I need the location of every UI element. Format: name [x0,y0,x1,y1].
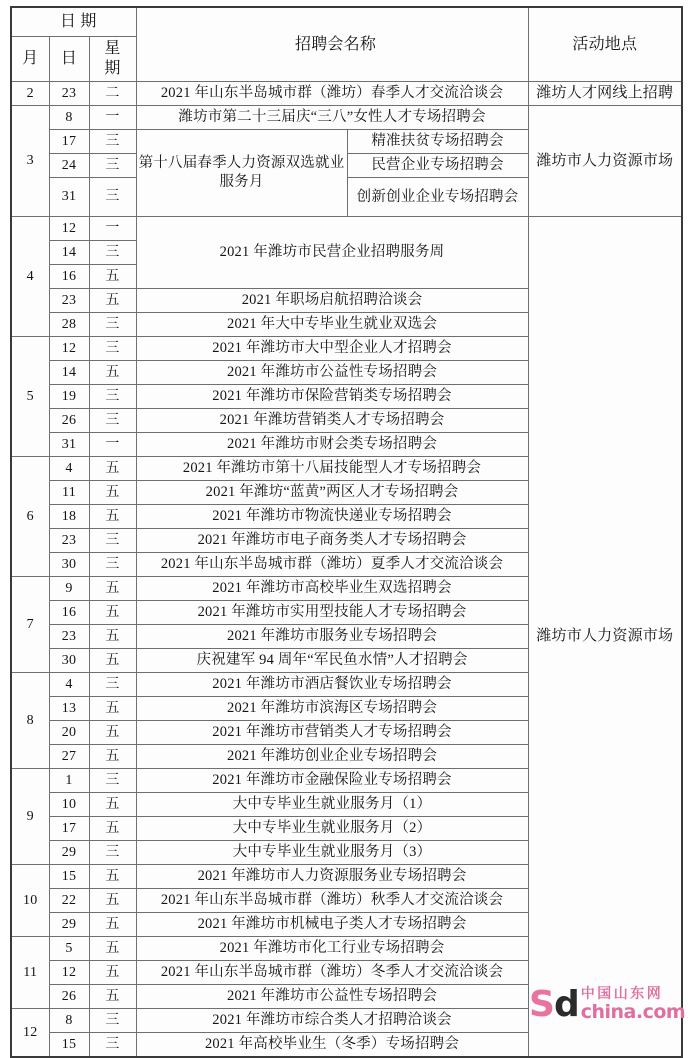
cell-day: 28 [49,313,89,337]
cell-month: 2 [11,82,49,106]
cell-location: 潍坊市人力资源市场 [528,106,682,217]
cell-event: 潍坊市第二十三届庆“三八”女性人才专场招聘会 [136,106,528,130]
cell-event: 2021 年潍坊创业企业专场招聘会 [136,745,528,769]
cell-event: 2021 年潍坊“蓝黄”两区人才专场招聘会 [136,481,528,505]
cell-day: 17 [49,130,89,154]
cell-day: 23 [49,625,89,649]
header-location: 活动地点 [528,7,682,82]
table-row [11,82,682,106]
cell-day: 23 [49,82,89,106]
header-row-top [11,7,682,37]
cell-weekday: 五 [89,889,136,913]
cell-weekday: 五 [89,361,136,385]
cell-day: 12 [49,337,89,361]
cell-day: 15 [49,1033,89,1058]
cell-day: 4 [49,457,89,481]
table-body [11,82,682,1058]
cell-weekday: 一 [89,106,136,130]
cell-weekday: 五 [89,625,136,649]
cell-day: 10 [49,793,89,817]
cell-day: 26 [49,985,89,1009]
cell-event: 2021 年山东半岛城市群（潍坊）春季人才交流洽谈会 [136,82,528,106]
logo-domain: china.com [580,1000,686,1023]
cell-event: 2021 年潍坊市滨海区专场招聘会 [136,697,528,721]
cell-day: 22 [49,889,89,913]
cell-weekday: 五 [89,793,136,817]
cell-event: 大中专毕业生就业服务月（3） [136,841,528,865]
header-weekday-line1: 星 [104,40,121,58]
logo-cn-name: 中国山东网 [580,986,664,1003]
cell-day: 12 [49,961,89,985]
cell-event: 2021 年大中专毕业生就业双选会 [136,313,528,337]
cell-month: 5 [11,337,49,457]
cell-day: 23 [49,289,89,313]
cell-weekday: 三 [89,1009,136,1033]
cell-event: 大中专毕业生就业服务月（1） [136,793,528,817]
cell-event: 2021 年潍坊市综合类人才招聘洽谈会 [136,1009,528,1033]
cell-event: 2021 年潍坊市保险营销类专场招聘会 [136,385,528,409]
cell-weekday: 三 [89,178,136,217]
cell-weekday: 三 [89,529,136,553]
cell-weekday: 五 [89,601,136,625]
cell-weekday: 三 [89,313,136,337]
cell-weekday: 三 [89,154,136,178]
table-header [11,7,682,82]
cell-weekday: 三 [89,841,136,865]
cell-weekday: 三 [89,553,136,577]
cell-day: 20 [49,721,89,745]
header-date-group: 日 期 [11,7,136,37]
cell-weekday: 五 [89,937,136,961]
cell-weekday: 二 [89,82,136,106]
header-event-name: 招聘会名称 [136,7,528,82]
cell-weekday: 三 [89,769,136,793]
job-fair-schedule-table [10,6,686,1058]
header-weekday-line2: 期 [104,60,121,77]
cell-event: 2021 年潍坊市公益性专场招聘会 [136,361,528,385]
cell-day: 23 [49,529,89,553]
cell-day: 31 [49,433,89,457]
cell-month: 11 [11,937,49,1009]
cell-weekday: 五 [89,649,136,673]
cell-location: 潍坊人才网线上招聘 [528,82,682,106]
cell-event: 2021 年高校毕业生（冬季）专场招聘会 [136,1033,528,1058]
cell-month: 8 [11,673,49,769]
cell-weekday: 五 [89,913,136,937]
cell-event: 2021 年潍坊市机械电子类人才专场招聘会 [136,913,528,937]
cell-weekday: 五 [89,577,136,601]
cell-month: 12 [11,1009,49,1058]
cell-event: 2021 年潍坊市高校毕业生双选招聘会 [136,577,528,601]
cell-month: 9 [11,769,49,865]
cell-day: 15 [49,865,89,889]
logo-letter-s: S [529,984,554,1026]
cell-event: 2021 年潍坊市金融保险业专场招聘会 [136,769,528,793]
cell-event: 民营企业专场招聘会 [347,154,528,178]
cell-day: 8 [49,1009,89,1033]
cell-weekday: 五 [89,817,136,841]
cell-day: 18 [49,505,89,529]
cell-day: 5 [49,937,89,961]
cell-weekday: 五 [89,481,136,505]
table-row [11,217,682,241]
cell-event: 大中专毕业生就业服务月（2） [136,817,528,841]
cell-weekday: 一 [89,217,136,241]
cell-weekday: 五 [89,697,136,721]
cell-event: 2021 年山东半岛城市群（潍坊）冬季人才交流洽谈会 [136,961,528,985]
cell-weekday: 五 [89,961,136,985]
cell-location: 潍坊市人力资源市场 [528,217,682,1058]
cell-weekday: 五 [89,865,136,889]
cell-day: 14 [49,361,89,385]
cell-event: 2021 年山东半岛城市群（潍坊）秋季人才交流洽谈会 [136,889,528,913]
cell-day: 29 [49,841,89,865]
cell-weekday: 三 [89,130,136,154]
header-weekday [89,37,136,82]
logo-letter-d: d [553,984,579,1026]
cell-event: 2021 年潍坊市第十八届技能型人才专场招聘会 [136,457,528,481]
table-row [11,106,682,130]
cell-weekday: 五 [89,505,136,529]
cell-weekday: 三 [89,409,136,433]
cell-day: 13 [49,697,89,721]
cell-day: 27 [49,745,89,769]
cell-weekday: 五 [89,985,136,1009]
cell-weekday: 五 [89,457,136,481]
cell-event: 2021 年潍坊市物流快递业专场招聘会 [136,505,528,529]
cell-month: 3 [11,106,49,217]
cell-weekday: 三 [89,1033,136,1058]
cell-day: 19 [49,385,89,409]
cell-weekday: 三 [89,385,136,409]
cell-month: 10 [11,865,49,937]
cell-month: 6 [11,457,49,577]
cell-day: 4 [49,673,89,697]
cell-event: 2021 年潍坊市电子商务类人才专场招聘会 [136,529,528,553]
cell-month: 7 [11,577,49,673]
cell-day: 17 [49,817,89,841]
cell-day: 16 [49,265,89,289]
cell-event: 2021 年潍坊营销类人才专场招聘会 [136,409,528,433]
cell-day: 26 [49,409,89,433]
cell-day: 8 [49,106,89,130]
cell-weekday: 五 [89,265,136,289]
cell-day: 24 [49,154,89,178]
cell-day: 29 [49,913,89,937]
cell-day: 31 [49,178,89,217]
cell-weekday: 五 [89,289,136,313]
cell-event: 2021 年潍坊市实用型技能人才专场招聘会 [136,601,528,625]
cell-day: 11 [49,481,89,505]
cell-day: 14 [49,241,89,265]
cell-event: 2021 年潍坊市服务业专场招聘会 [136,625,528,649]
cell-day: 12 [49,217,89,241]
cell-day: 9 [49,577,89,601]
cell-day: 1 [49,769,89,793]
cell-day: 30 [49,649,89,673]
cell-event: 2021 年潍坊市化工行业专场招聘会 [136,937,528,961]
cell-event-group: 第十八届春季人力资源双选就业服务月 [136,130,347,217]
header-day: 日 [49,37,89,82]
cell-weekday: 三 [89,673,136,697]
cell-event: 2021 年潍坊市人力资源服务业专场招聘会 [136,865,528,889]
schedule-sheet [10,6,681,1052]
cell-weekday: 三 [89,337,136,361]
cell-event: 2021 年山东半岛城市群（潍坊）夏季人才交流洽谈会 [136,553,528,577]
cell-weekday: 五 [89,721,136,745]
cell-weekday: 三 [89,241,136,265]
cell-event: 精准扶贫专场招聘会 [347,130,528,154]
cell-event: 2021 年潍坊市酒店餐饮业专场招聘会 [136,673,528,697]
cell-event: 2021 年职场启航招聘洽谈会 [136,289,528,313]
cell-event: 2021 年潍坊市财会类专场招聘会 [136,433,528,457]
cell-event: 庆祝建军 94 周年“军民鱼水情”人才招聘会 [136,649,528,673]
cell-event: 2021 年潍坊市公益性专场招聘会 [136,985,528,1009]
header-month: 月 [11,37,49,82]
cell-event-group: 2021 年潍坊市民营企业招聘服务周 [136,217,528,289]
cell-weekday: 一 [89,433,136,457]
cell-day: 16 [49,601,89,625]
cell-day: 30 [49,553,89,577]
cell-event: 创新创业企业专场招聘会 [347,178,528,217]
cell-weekday: 五 [89,745,136,769]
cell-event: 2021 年潍坊市营销类人才专场招聘会 [136,721,528,745]
cell-event: 2021 年潍坊市大中型企业人才招聘会 [136,337,528,361]
cell-month: 4 [11,217,49,337]
